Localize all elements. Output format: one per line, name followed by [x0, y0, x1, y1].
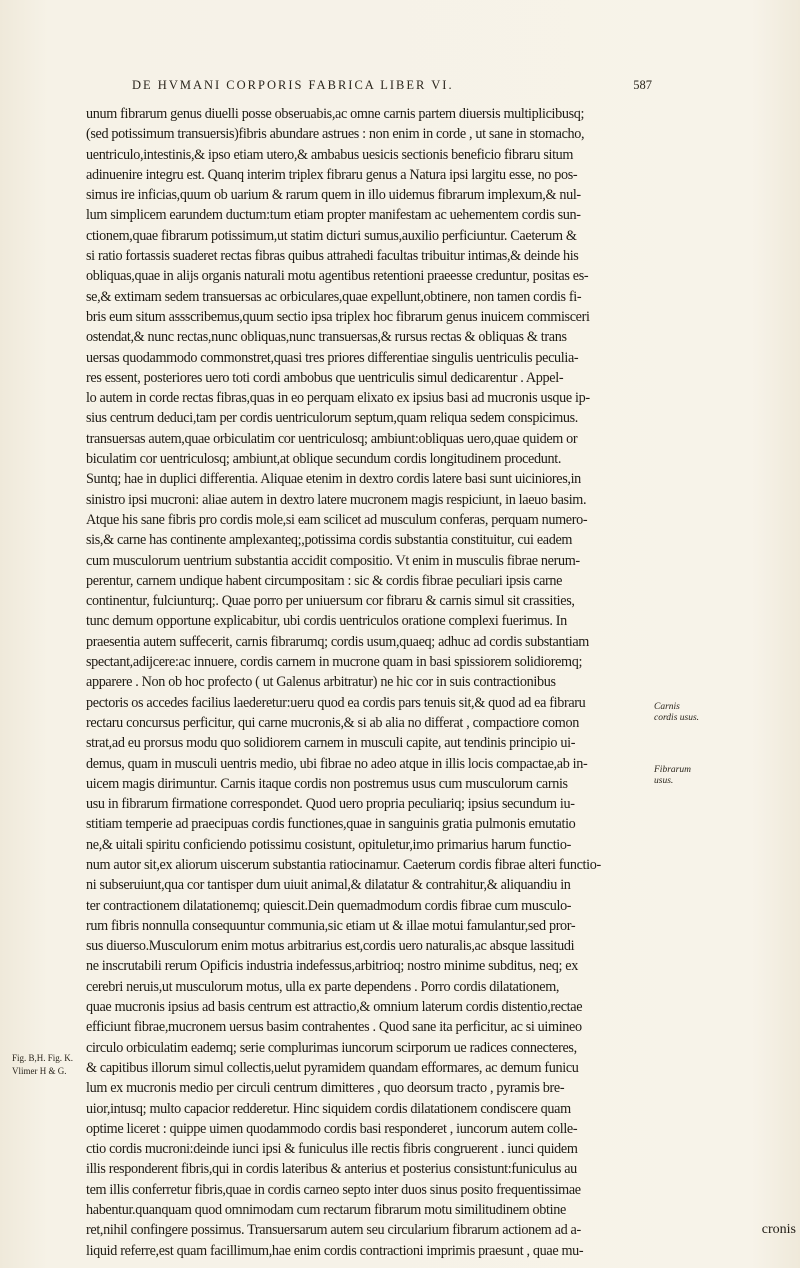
text-line: efficiunt fibrae,mucronem uersus basim contrahentes . Quod sane ita perficitur, ac si uimineo: [86, 1019, 582, 1036]
text-line: lo autem in corde rectas fibras,quas in eo perquam elixato ex ipsius basi ad mucronis usque ip-: [86, 390, 590, 407]
text-line: optime liceret : quippe uimen quodammodo cordis basi responderet , iuncorum autem colle-: [86, 1120, 578, 1137]
margin-note-figures: Fig. B,H. Fig. K. Vlimer H & G.: [12, 1053, 74, 1076]
catchword: cronis: [761, 1222, 796, 1237]
text-line: obliquas,quae in alijs organis naturali motu agentibus retentioni praeesse creduntur, positas es-: [86, 268, 589, 285]
text-line: uentriculo,intestinis,& ipso etiam utero,& ambabus uesicis sectionis beneficio fibraru situm: [86, 146, 574, 163]
text-line: liquid referre,est quam facillimum,hae enim cordis contractioni imprimis praesunt , quae mu-: [86, 1242, 584, 1259]
text-line: sius centrum deduci,tam per cordis uentriculorum septum,quam reliqua sedem conspicimus.: [86, 410, 578, 427]
text-line: spectant,adijcere:ac innuere, cordis carnem in mucrone quam in basi spissiorem solidioremq;: [86, 654, 583, 671]
text-line: lum ex mucronis medio per circuli centrum dimitteres , quo deorsum tracto , pyramis bre-: [86, 1080, 565, 1097]
text-line: sinistro ipsi mucroni: aliae autem in dextro latere mucronem magis respiciunt, in laeuo basim.: [86, 491, 587, 508]
text-line: sis,& carne has continente amplexanteq;,potissima cordis substantia constituitur, cui eadem: [86, 532, 573, 549]
text-line: ostendat,& nunc rectas,nunc obliquas,nunc transuersas,& rursus rectas & obliquas & trans: [86, 329, 567, 346]
text-line: & capitibus illorum simul collectis,uelut pyramidem quandam efformares, ac demum funicu: [86, 1059, 579, 1076]
text-line: quae mucronis ipsius ad basis centrum est attractio,& omnium laterum cordis distentio,rectae: [86, 999, 583, 1016]
text-line: pectoris os accedes facilius laederetur:ueru quod ea cordis pars tenuis sit,& quod ad ea fibraru: [86, 694, 586, 711]
text-line: uior,intusq; multo capacior redderetur. Hinc siquidem cordis dilatationem condiscere quam: [86, 1100, 571, 1117]
text-line: habentur.quanquam quod omnimodam cum rectarum fibrarum motu similitudinem obtine: [86, 1202, 566, 1219]
text-line: demus, quam in musculi uentris medio, ubi fibrae no adeo atque in illis locis compactae,ab in-: [86, 755, 588, 772]
text-line: circulo orbiculatim eademq; serie complurimas iuncorum scirporum ue radices connecteres,: [86, 1039, 577, 1056]
margin-note-fibrarum: Fibrarum usus.: [654, 765, 691, 786]
text-line: ctionem,quae fibrarum potissimum,ut statim dicturi sumus,auxilio perficiuntur. Caeterum &: [86, 227, 577, 244]
text-line: unum fibrarum genus diuelli posse obseruabis,ac omne carnis partem diuersis multiplicibusq;: [86, 106, 585, 122]
text-line: ne,& uitali spiritu conficiendo potissimu cosistunt, opituletur,imo primarius harum functio-: [86, 836, 571, 853]
text-line: rum fibris nonnulla consequuntur communia,sic etiam ut & illae motui famulantur,sed pror-: [86, 917, 576, 934]
text-line: ret,nihil confingere possimus. Transuersarum autem seu circularium fibrarum actionem ad a-: [86, 1222, 581, 1239]
text-line: Atque his sane fibris pro cordis mole,si eam scilicet ad musculum conferas, perquam numero-: [86, 511, 588, 528]
text-line: stitiam temperie ad praecipuas cordis functiones,quae in sanguinis gratia pulmonis emutatio: [86, 816, 576, 833]
running-title: DE HVMANI CORPORIS FABRICA LIBER VI.: [132, 78, 454, 92]
text-line: cum musculorum uentrium substantia accidit compositio. Vt enim in musculis fibrae nerum-: [86, 552, 580, 569]
text-line: se,& extimam sedem transuersas ac orbiculares,quae expellunt,obtinere, non tamen cordis fi-: [86, 288, 582, 305]
text-line: transuersas autem,quae orbiculatim cor uentriculosq; ambiunt:obliquas uero,quae quidem or: [86, 430, 578, 447]
text-line: tem illis conferretur fibris,quae in cordis carneo septo inter duos sinus posito frequentissimae: [86, 1181, 581, 1198]
page-number: 587: [633, 78, 652, 92]
text-line: simus ire inficias,quum ob uarium & rarum quem in illo uidemus fibrarum implexum,& nul-: [86, 187, 581, 204]
text-line: si ratio fortassis suaderet rectas fibras quibus attrahedi facultas tribuitur intimas,& deinde his: [86, 248, 579, 265]
text-line: illis responderent fibris,qui in cordis lateribus & anterius et posterius consistunt:funiculus au: [86, 1161, 577, 1178]
text-line: ctio cordis mucroni:deinde iunci ipsi & funiculus ille rectis fibris congruerent . iunci quidem: [86, 1141, 578, 1158]
text-line: lum simplicem earundem ductum:tum etiam propter manifestam ac uehementem cordis sun-: [86, 207, 581, 224]
text-line: ne inscrutabili rerum Opificis industria indefessus,arbitrioq; nostro minime subditus, neq; ex: [86, 958, 578, 975]
text-line: num autor sit,ex aliorum uiscerum substantia ratiocinamur. Caeterum cordis fibrae alteri functio-: [86, 856, 601, 873]
text-line: apparere . Non ob hoc profecto ( ut Galenus arbitratur) ne hic cor in suis contractionibus: [86, 674, 556, 691]
text-line: uicem magis dirimuntur. Carnis itaque cordis non postremus usus cum musculorum carnis: [86, 775, 568, 792]
running-header: [132, 78, 652, 93]
text-line: perentur, carnem undique habent circumpositam : sic & cordis fibrae peculiari ipsis carne: [86, 572, 563, 589]
text-line: uersas quodammodo commonstret,quasi tres priores differentiae singulis uentriculis peculia-: [86, 349, 579, 366]
text-line: tunc demum opportune explicabitur, ubi cordis uentriculos oratione complexi fuerimus. In: [86, 613, 567, 630]
text-line: Suntq; hae in duplici differentia. Aliquae etenim in dextro cordis latere basi sunt uiciniores,in: [86, 471, 581, 488]
text-line: res essent, posteriores uero toti cordi ambobus que uentriculis simul dedicarentur . Appel-: [86, 369, 564, 386]
text-line: strat,ad eu prorsus modu quo solidiorem carnem in musculi capite, aut tendinis principio ui-: [86, 735, 576, 752]
margin-note-carnis: Carnis cordis usus.: [654, 702, 700, 723]
text-line: ter contractionem dilatationemq; quiescit.Dein quemadmodum cordis fibrae cum musculo-: [86, 897, 572, 914]
text-line: biculatim cor uentriculosq; ambiunt,at oblique secundum cordis longitudinem procedunt.: [86, 451, 562, 468]
text-line: sus diuerso.Musculorum enim motus arbitrarius est,cordis uero naturalis,ac absque lassitudi: [86, 938, 575, 955]
text-line: bris eum situm assscribemus,quum sectio ipsa triplex hoc fibrarum genus inuicem commisceri: [86, 308, 590, 325]
text-line: adinuenire integru est. Quanq interim triplex fibraru genus a Natura ipsi largitu esse, no pos-: [86, 166, 578, 183]
text-line: cerebri neruis,ut musculorum motus, ulla ex parte dependens . Porro cordis dilatationem,: [86, 978, 560, 995]
text-line: ni subseruiunt,qua cor tantisper dum uiuit animal,& dilatatur & contrahitur,& aliquandiu in: [86, 877, 571, 894]
text-line: (sed potissimum transuersis)fibris abundare astrues : non enim in corde , ut sane in stomacho,: [86, 126, 585, 143]
main-text-block: [86, 104, 648, 1261]
text-line: continentur, fulciunturq;. Quae porro per uniuersum cor fibraru & carnis simul sit crassities,: [86, 593, 575, 610]
text-line: usu in fibrarum firmatione correspondet. Quod uero propria peculiariq; ipsius secundum iu-: [86, 796, 575, 813]
text-line: rectaru concursus perficitur, qui carne mucronis,& si ab alia no differat , compactiore comon: [86, 714, 579, 731]
text-line: praesentia autem suffecerit, carnis fibrarumq; cordis usum,quaeq; adhuc ad cordis substantiam: [86, 633, 589, 650]
